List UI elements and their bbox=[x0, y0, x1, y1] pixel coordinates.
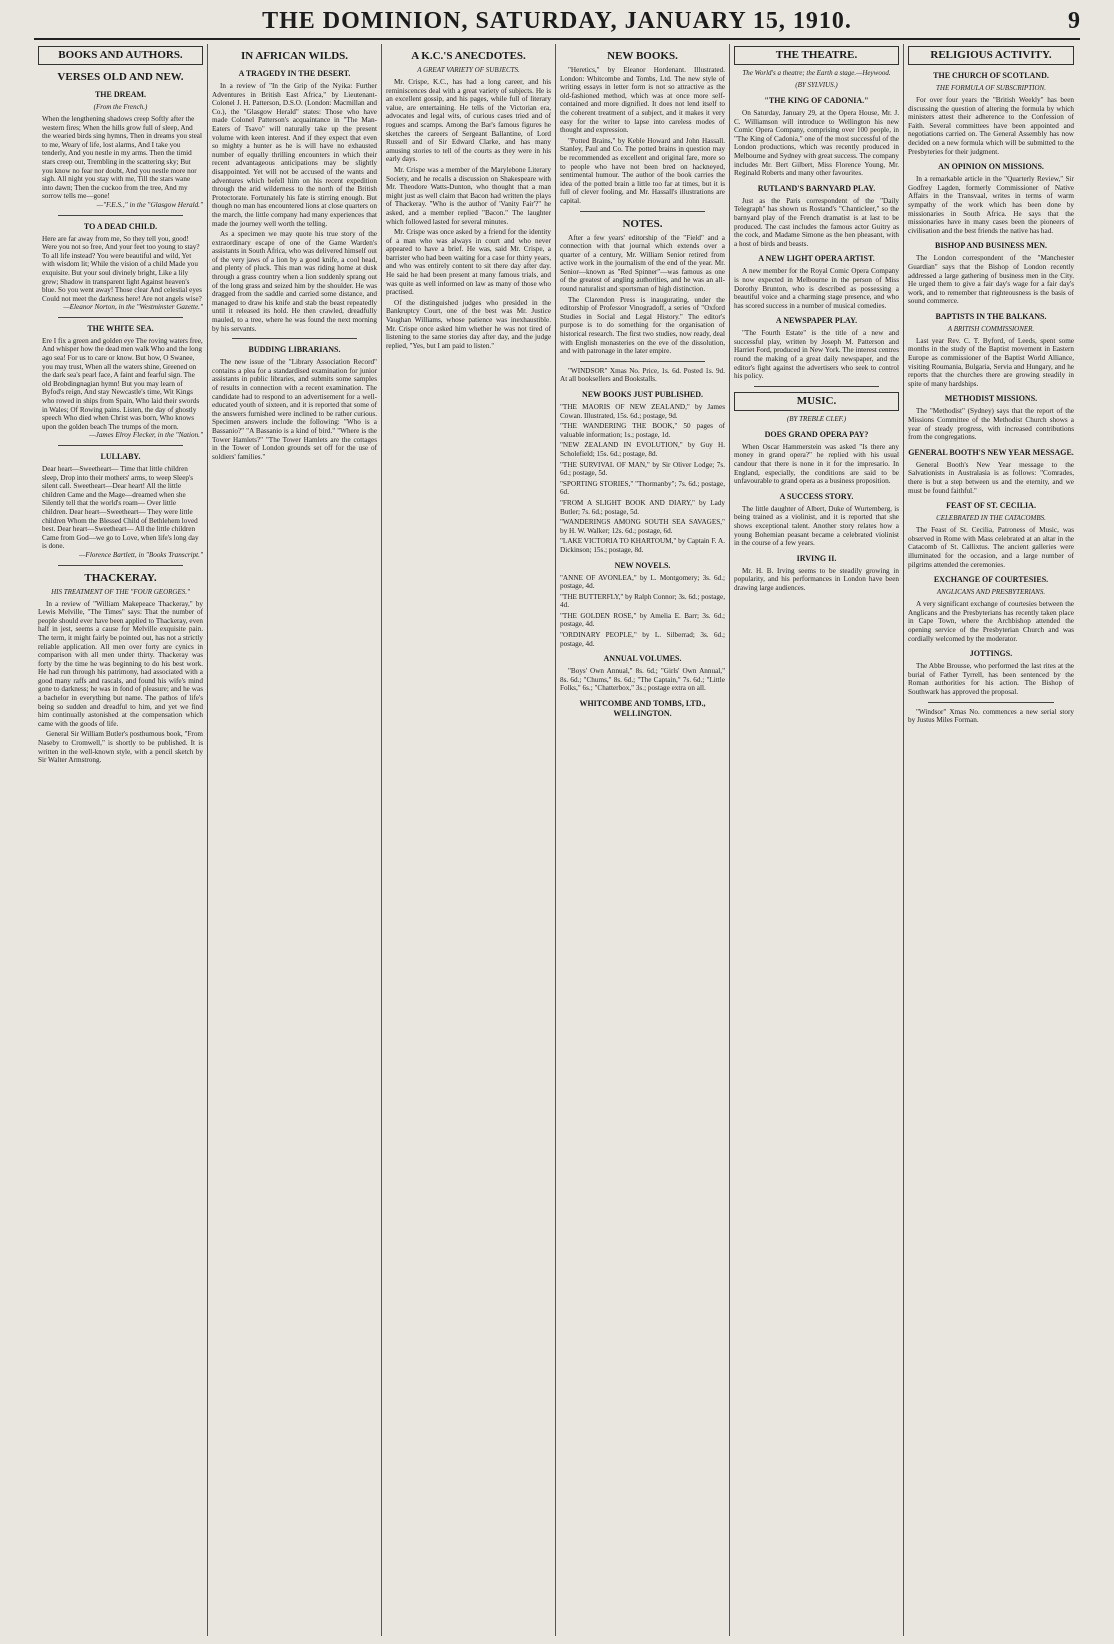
scotland-body: For over four years the "British Weekly" has been discussing the question of altering the formula by which ministers attest their adherence to the Confession of Faith. Several committees have been appointed and negotiations carried on. The General Assembly has now decided on a new formula which will be submitted to the Presbyteries for their judgment. bbox=[908, 96, 1074, 156]
list-item: "THE WANDERING THE BOOK," 50 pages of valuable information; 1s.; postage, 1d. bbox=[560, 422, 725, 439]
grand-opera-body: When Oscar Hammerstein was asked "Is there any money in grand opera?" he replied with his usual candour that there is none in it for the impresario. In England, especially, the conditions are said to be unfavourable to grand opera as a business proposition. bbox=[734, 442, 899, 486]
barnyard-body: Just as the Paris correspondent of the "Daily Telegraph" has shown us Rostand's "Chanticleer," so the barnyard play of the French dramatist is at last to be produced. The cast includes the famous actor Guitry as the cock, and Madame Simone as the hen pheasant, with a host of birds and beasts. bbox=[734, 196, 899, 248]
theatre-motto: The World's a theatre; the Earth a stage.—Heywood. bbox=[742, 69, 891, 77]
dream-heading: THE DREAM. bbox=[94, 90, 147, 99]
missions-heading: AN OPINION ON MISSIONS. bbox=[938, 162, 1044, 172]
white-sea-poem: Ere I fix a green and golden eye The roving waters free, And whisper how the dead men walk Who and the long ago sea! For us to care or know. But how, O Swanee, you may trust, When all the waters shine, Greened on the dark sea's pearl face, A faint and fearful sign. The old Brobdingnagian hymn! But you may learn of Byfod's reign, And stay Newcastle's time, Wit Kings who rowed in ships from Spain, Who laid their swords in Wales; Of Rowing pains. Listen, the day of ghostly speech Who died when Christ was born, Who knows upon the golden beach The trumps of the morn. bbox=[42, 336, 203, 431]
article-columns bbox=[34, 44, 1080, 1636]
theatre-byline: (BY SYLVIUS.) bbox=[795, 81, 838, 89]
annuals-heading: ANNUAL VOLUMES. bbox=[603, 654, 682, 664]
cecilia-heading: FEAST OF ST. CECILIA. bbox=[946, 501, 1036, 511]
dream-subheading: (From the French.) bbox=[93, 103, 148, 111]
annuals-body: "Boys' Own Annual," 8s. 6d.; "Girls' Own Annual," 8s. 6d.; "Chums," 8s. 6d.; "The Captain," 7s. 6d.; "Little Folks," 6s.; "Chatterbox," 3s.; postage extra on all. bbox=[560, 667, 725, 693]
notes-body-2: The Clarendon Press is inaugurating, under the editorship of Professor Vinogradoff, a series of "Oxford Studies in Social and Legal History." The editor's purpose is to do something for the organisation of historical research. The first two studies, now ready, deal with English monasteries on the eve of the dissolution, and with patronage in the later empire. bbox=[560, 295, 725, 356]
divider bbox=[580, 211, 705, 212]
butler-note: General Sir William Butler's posthumous book, "From Naseby to Cromwell," is shortly to be published. It is written in the well-known style, with a pencil sketch by Sir Walter Armstrong. bbox=[38, 730, 203, 765]
courtesies-body: A very significant exchange of courtesies between the Anglicans and the Presbyterians has recently taken place in Cape Town, where the Archbishop attended the opening service of the Presbyterian Church and was cordially welcomed by the moderator. bbox=[908, 600, 1074, 643]
bishop-heading: BISHOP AND BUSINESS MEN. bbox=[934, 241, 1048, 251]
scotland-subheading: THE FORMULA OF SUBSCRIPTION. bbox=[936, 84, 1046, 92]
desert-heading: A TRAGEDY IN THE DESERT. bbox=[238, 69, 351, 78]
newspaper-play-body: "The Fourth Estate" is the title of a new and successful play, written by Joseph M. Patterson and Harriet Ford, produced in New York. The interest centres round the making of a great daily newspaper, and the editor's fight against the advertisers who seek to control his policy. bbox=[734, 329, 899, 381]
thackeray-body: In a review of "William Makepeace Thackeray," by Lewis Melville, "The Times" says: That the number of people should ever have been applied to Thackeray, even half in jest, seems a cause for Melville exquisite pain. The term, it might fairly be pointed out, has not a strictly reliable application. All men over forty are cynics in comparison with all men under thirty. Thackeray was forty by the time he was beginning to do his best work. He had run through his patrimony, had associated with a good many raffs and rascals, and found his wife's mind gone to darkness; he was in fond of pleasure; and he was a bachelor in everything but name. The pathos of life's being so sudden and dreadful to him, and yet we find him continually astonished at the compensation which came with the goods of life. bbox=[38, 599, 203, 728]
divider bbox=[58, 445, 183, 446]
cadonia-body: On Saturday, January 29, at the Opera House, Mr. J. C. Williamson will introduce to Wellington his new Comic Opera Company, comprising over 100 people, in "The King of Cadonia," one of the most successful of the London productions, which was recently produced in Melbourne and Sydney with great success. The company includes Mr. Bert Gilbert, Miss Florence Young, Mr. Reginald Roberts and many other favourites. bbox=[734, 109, 899, 178]
published-heading: NEW BOOKS JUST PUBLISHED. bbox=[581, 390, 704, 399]
section-theatre: THE THEATRE. bbox=[734, 46, 899, 65]
list-item: "THE MAORIS OF NEW ZEALAND," by James Cowan. Illustrated, 15s. 6d.; postage, 9d. bbox=[560, 403, 725, 420]
dream-signature: —"F.E.S.," in the "Glasgow Herald." bbox=[96, 200, 203, 209]
column-5 bbox=[730, 44, 904, 1636]
novels-heading: NEW NOVELS. bbox=[614, 560, 671, 570]
list-item: "SPORTING STORIES," "Thormanby"; 7s. 6d.; postage, 6d. bbox=[560, 479, 725, 497]
newspaper-play-heading: A NEWSPAPER PLAY. bbox=[775, 316, 858, 326]
divider bbox=[58, 565, 183, 566]
jottings-body: The Abbe Brousse, who performed the last rites at the burial of Father Tyrrell, has been sentenced by the Roman authorities for his action. The Bishop of Southwark has approved the proposal. bbox=[908, 662, 1074, 696]
column-6 bbox=[904, 44, 1078, 1636]
anecdotes-body-3: Mr. Crispe was once asked by a friend for the identity of a man who was always in court and who never appeared to have a brief. He was, said Mr. Crispe, a barrister who had been waiting for a case for thirty years, and who was entirely content to sit there day after day. He said he had been present at many famous trials, and was quite as well informed on law as many of those who practised. bbox=[386, 228, 551, 297]
divider bbox=[58, 317, 183, 318]
anecdotes-body: Mr. Crispe, K.C., has had a long career, and his reminiscences deal with a great variety of subjects. He is an excellent gossip, and his pages, while full of literary value, are entertaining. He tells of the Victorian era, advocates and legal wits, of curious cases tried and of rogues and scamps. Among the Bar's famous figures he sketches the careers of Sergeant Ballantine, of Lord Russell and of Sir Edward Clarke, and has many amusing stories to tell of the courts as they were in his early days. bbox=[386, 78, 551, 164]
baptists-heading: BAPTISTS IN THE BALKANS. bbox=[935, 311, 1047, 321]
thackeray-subheading: HIS TREATMENT OF THE "FOUR GEORGES." bbox=[51, 587, 190, 596]
cecilia-body: The Feast of St. Cecilia, Patroness of Music, was observed in Rome with Mass celebrated at an altar in the Catacomb of St. Callixtus. The ancient galleries were illuminated for the occasion, and a large number of pilgrims attended the ceremonies. bbox=[908, 526, 1074, 569]
list-item: "THE SURVIVAL OF MAN," by Sir Oliver Lodge; 7s. 6d.; postage, 5d. bbox=[560, 460, 725, 478]
courtesies-heading: EXCHANGE OF COURTESIES. bbox=[933, 575, 1049, 585]
new-books-heading: NEW BOOKS. bbox=[607, 50, 678, 62]
verses-heading: VERSES OLD AND NEW. bbox=[57, 71, 184, 83]
list-item: "THE BUTTERFLY," by Ralph Connor; 3s. 6d.; postage, 4d. bbox=[560, 592, 725, 610]
music-byline: (BY TREBLE CLEF.) bbox=[786, 414, 847, 423]
list-item: "ANNE OF AVONLEA," by L. Montgomery; 3s. 6d.; postage, 4d. bbox=[560, 573, 725, 591]
notes-heading: NOTES. bbox=[622, 217, 663, 230]
column-4 bbox=[556, 44, 730, 1636]
anecdotes-body-2: Mr. Crispe was a member of the Marylebone Literary Society, and he recalls a discussion on Shakespeare with Mr. Theodore Watts-Dunton, who thought that a man might just as well claim that Bacon had written the plays of Thackeray. "Who is the author of 'Vanity Fair'?" he asked, and a member replied "Bacon." The laughter which followed lasted for several minutes. bbox=[386, 165, 551, 226]
light-opera-body: A new member for the Royal Comic Opera Company is now expected in Melbourne in the person of Miss Dorothy Brunton, who is described as possessing a beautiful voice and a charming stage presence, and who has scored success in a number of musical comedies. bbox=[734, 267, 899, 310]
divider bbox=[58, 215, 183, 216]
baptists-body: Last year Rev. C. T. Byford, of Leeds, spent some months in the study of the Baptist movement in Eastern Europe as commissioner of the Baptist World Alliance, visiting Roumania, Bulgaria, Servia and Hungary, and he reports that the churches there are growing steadily in spite of many hardships. bbox=[908, 336, 1074, 388]
bishop-body: The London correspondent of the "Manchester Guardian" says that the Bishop of London recently addressed a large gathering of business men in the City. He urged them to give a fair day's wage for a fair day's work, and to remember that righteousness is the basis of sound commerce. bbox=[908, 254, 1074, 306]
masthead bbox=[34, 8, 1080, 40]
missions-body: In a remarkable article in the "Quarterly Review," Sir Godfrey Lagden, formerly Commissioner of Native Affairs in the Transvaal, writes in terms of warm sympathy of the work which has been done by missionaries in South Africa. He says that the missionaries have in many cases been the pioneers of civilisation and the best friends the native has had. bbox=[908, 175, 1074, 235]
anecdotes-subheading: A GREAT VARIETY OF SUBJECTS. bbox=[417, 66, 520, 74]
windsor-advert: "WINDSOR" Xmas No. Price, 1s. 6d. Posted 1s. 9d. At all booksellers and Bookstalls. bbox=[560, 366, 725, 384]
scotland-heading: THE CHURCH OF SCOTLAND. bbox=[933, 71, 1049, 80]
list-item: "FROM A SLIGHT BOOK AND DIARY," by Lady Butler; 7s. 6d.; postage, 5d. bbox=[560, 498, 725, 516]
published-list bbox=[560, 403, 725, 555]
dead-child-signature: —Eleanor Norton, in the "Westminster Gazette." bbox=[63, 303, 203, 312]
dream-poem: When the lengthening shadows creep Softly after the western fires; When the hills grow full of sleep, And the wearied birds sing hymns, Then in dreams you steal to me, Weary of life, lost alarms, And I take you tenderly, And you nestle in my arms. Then the timid stars creep out, Trembling in the scattering sky; But you know no fear nor doubt, And you nestle more nor sigh. All night you stay with me, Till the stars wane into dawn; Then the cuckoo from the tree, And my sorrow tells me—gone! bbox=[42, 115, 202, 201]
list-item: "WANDERINGS AMONG SOUTH SEA SAVAGES," by H. W. Walker; 12s. 6d.; postage, 6d. bbox=[560, 518, 725, 535]
grand-opera-heading: DOES GRAND OPERA PAY? bbox=[764, 429, 869, 439]
lullaby-signature: —Florence Bartlett, in "Books Transcript." bbox=[79, 550, 203, 559]
booth-body: General Booth's New Year message to the Salvationists in Australasia is as follows: "Comrades, there is but a step between us and the eternity, and we must be found faithful." bbox=[908, 460, 1074, 495]
african-wilds-heading: IN AFRICAN WILDS. bbox=[240, 50, 349, 62]
list-item: "ORDINARY PEOPLE," by L. Silberrad; 3s. 6d.; postage, 4d. bbox=[560, 631, 725, 648]
barnyard-heading: RUTLAND'S BARNYARD PLAY. bbox=[757, 183, 876, 193]
methodist-heading: METHODIST MISSIONS. bbox=[944, 394, 1038, 404]
section-music: MUSIC. bbox=[734, 392, 899, 411]
lullaby-poem: Dear heart—Sweetheart— Time that little children sleep, Drop into their mothers' arms, to weep Sleep's silent call. Sweetheart—Dear heart! All the little children Came and the Mage—dreamed when she Silently tell that the world's roam— Over little children. Dear heart—Sweetheart— They were little children Whom the Blessed Child of Bethlehem loved best. Dear heart—Sweetheart— All the little children Came from God—we go to Love, when life's long day is done. bbox=[42, 465, 199, 551]
irving-body: Mr. H. B. Irving seems to be steadily growing in popularity, and his performances in London have been drawing large audiences. bbox=[734, 566, 899, 592]
novels-list bbox=[560, 574, 725, 649]
cecilia-subheading: CELEBRATED IN THE CATACOMBS. bbox=[936, 514, 1046, 523]
irving-heading: IRVING II. bbox=[796, 553, 837, 563]
notes-body: After a few years' editorship of the "Field" and a connection with that journal which extends over a quarter of a century, Mr. William Senior retired from active work in the journalism of the end of the year. Mr. Senior—known as "Red Spinner"—was famous as one of the greatest of angling authorities, and he was an all-round naturalist and sportsman of high distinction. bbox=[560, 233, 725, 294]
librarians-heading: BUDDING LIBRARIANS. bbox=[248, 345, 341, 355]
dead-child-heading: TO A DEAD CHILD. bbox=[83, 221, 158, 231]
column-1 bbox=[34, 44, 208, 1636]
cadonia-heading: "THE KING OF CADONIA." bbox=[764, 96, 869, 105]
desert-body-2: As a specimen we may quote his true story of the extraordinary escape of one of the Game Warden's assistants in South Africa, who was delivered himself out of the very jaws of a lion by a good knife, a cool head, and plenty of pluck. This man was riding home at dusk through a grass country when a lion suddenly sprang out of the long grass and seized him by the shoulder. He was dragged from the saddle and carried some distance, and managed to draw his knife and stab the beast repeatedly until it released its hold. He then crawled, dreadfully mauled, to a tree, where he was found the next morning by his servants. bbox=[212, 230, 377, 333]
white-sea-heading: THE WHITE SEA. bbox=[87, 323, 154, 333]
new-books-review: "Heretics," by Eleanor Hordenant. Illustrated. London: Whitcombe and Tombs, Ltd. The new style of writing essays in letter form is not so attractive as the old-fashioned method, which was at once more self-contained and more dignified. It does not lend itself to the coherent treatment of a subject, and it makes it very easy for the writer to lapse into careless modes of thought and expression. bbox=[560, 66, 725, 135]
list-item: "LAKE VICTORIA TO KHARTOUM," by Captain F. A. Dickinson; 15s.; postage, 8d. bbox=[560, 537, 725, 554]
windsor-footer-advert: "Windsor" Xmas No. commences a new serial story by Justus Miles Forman. bbox=[908, 707, 1074, 725]
anecdotes-heading: A K.C.'S ANECDOTES. bbox=[411, 50, 526, 62]
page-number: 9 bbox=[1068, 8, 1080, 34]
potted-brains-review: "Potted Brains," by Keble Howard and John Hassall. Stanley, Paul and Co. The potted brains in question may be recommended as excellent and original fare, more so to people who have not been bred on hackneyed, sentimental humour. The author of the book carries the idea of the potted brain a little too far at times, but it is full of clever fooling, and Mr. Hassall's illustrations are capital. bbox=[560, 136, 725, 205]
success-story-heading: A SUCCESS STORY. bbox=[779, 491, 854, 501]
baptists-subheading: A BRITISH COMMISSIONER. bbox=[947, 324, 1035, 333]
booth-heading: GENERAL BOOTH'S NEW YEAR MESSAGE. bbox=[908, 447, 1074, 457]
divider bbox=[232, 338, 357, 339]
divider bbox=[754, 386, 879, 387]
jottings-heading: JOTTINGS. bbox=[969, 649, 1013, 659]
success-story-body: The little daughter of Albert, Duke of Wurtemberg, is being trained as a violinist, and it is reported that she shows exceptional talent. Another story relates how a young Bohemian peasant became a celebrated violinist in the course of a few years. bbox=[734, 504, 899, 548]
dead-child-poem: Here are far away from me, So they tell you, good! Were you not so free, And your feet too young to stay? To all life instead? You were beautiful and wild, Yet with wisdom lit; While the vision of a child Made you exquisite. But your soul divinely bright, Like a lily grew; Shadow in transparent light Against heaven's blue. So you went away! Those clear And celestial eyes Could not meet the darkness here! Are not angels wise? bbox=[42, 234, 202, 303]
column-2 bbox=[208, 44, 382, 1636]
divider bbox=[928, 702, 1054, 703]
methodist-body: The "Methodist" (Sydney) says that the report of the Missions Committee of the Methodist Church shows a year of steady progress, with increased contributions from the congregations. bbox=[908, 407, 1074, 442]
section-books-authors: BOOKS AND AUTHORS. bbox=[38, 46, 203, 65]
anecdotes-body-4: Of the distinguished judges who presided in the Bankruptcy Court, one of the best was Mr. Justice Vaughan Williams, whose patience was inexhaustible. Mr. Crispe once asked him whether he was not tired of listening to the same stories day after day, and the judge replied, "Yes, but I am paid to listen." bbox=[386, 298, 551, 350]
librarians-body: The new issue of the "Library Association Record" contains a plea for a standardised examination for junior assistants in public libraries, and submits some samples of results in connection with a recent examination. The candidate had to respond to an advertisement for a well-educated youth of sixteen, and it is reported that some of the answers furnished were inclined to be rather curious. Specimen answers include the following: "Who is a Bassanio?" "A Bassanio is a kind of bird." "Where is the Tower Hamlets?" "The Tower Hamlets are the cottages in the Tower of London grounds set off for the use of soldiers' families." bbox=[212, 358, 377, 461]
divider bbox=[580, 361, 705, 362]
column-3 bbox=[382, 44, 556, 1636]
list-item: "THE GOLDEN ROSE," by Amelia E. Barr; 3s. 6d.; postage, 4d. bbox=[560, 611, 725, 629]
desert-body: In a review of "In the Grip of the Nyika: Further Adventures in British East Africa," by Lieutenant-Colonel J. H. Patterson, D.S.O. (London: Macmillan and Co.), the "Glasgow Herald" states: Those who have made Colonel Patterson's acquaintance in "The Man-Eaters of Tsavo" will naturally take up the present volume with keen interest. And if they expect that even so mighty a hunter as he is will have no exhausted number of equally thrilling encounters in which their recent advantageous anticipations may be slightly disappointed. Yet will not be accused of the wants and adventures which befell him on his recent expedition through the arid wilderness to the north of the British Protectorate. Fortunately his fate is stirring enough. But though no man has encountered lions at close quarters on the march, the little company had many experiences that made the journey well worth the telling. bbox=[212, 82, 377, 228]
section-religious: RELIGIOUS ACTIVITY. bbox=[908, 46, 1074, 65]
whitcombe-tombs-footer: WHITCOMBE AND TOMBS, LTD., WELLINGTON. bbox=[579, 699, 706, 719]
thackeray-heading: THACKERAY. bbox=[84, 571, 157, 584]
lullaby-heading: LULLABY. bbox=[100, 452, 141, 461]
courtesies-subheading: ANGLICANS AND PRESBYTERIANS. bbox=[936, 588, 1046, 597]
light-opera-heading: A NEW LIGHT OPERA ARTIST. bbox=[758, 254, 875, 264]
masthead-title: THE DOMINION, SATURDAY, JANUARY 15, 1910. bbox=[262, 8, 852, 34]
list-item: "NEW ZEALAND IN EVOLUTION," by Guy H. Scholefield; 15s. 6d.; postage, 8d. bbox=[560, 441, 725, 458]
white-sea-signature: —James Elroy Flecker, in the "Nation." bbox=[89, 431, 203, 440]
